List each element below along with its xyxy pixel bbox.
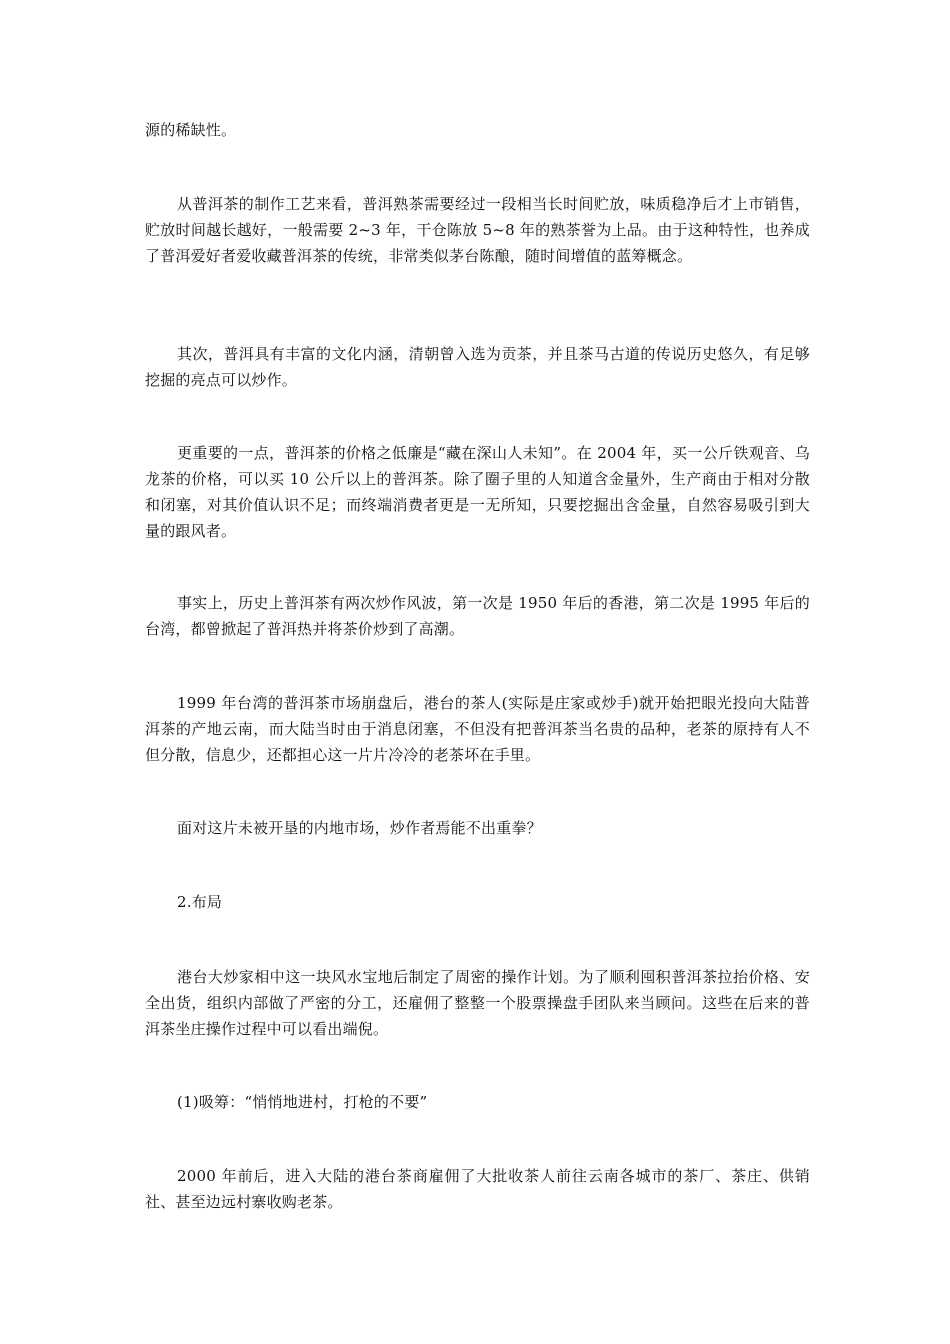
paragraph-production-process: 从普洱茶的制作工艺来看，普洱熟茶需要经过一段相当长时间贮放，味质稳净后才上市销售，贮放时间越长越好，一般需要 2~3 年，干仓陈放 5~8 年的熟茶誉为上品。由于这种特性，也养成了普洱爱好者爱收藏普洱茶的传统，非常类似茅台陈酿，随时间增值的蓝筹概念。 <box>145 195 810 265</box>
subheading-accumulation: (1)吸筹：“悄悄地进村，打枪的不要” <box>177 1093 428 1111</box>
paragraph-history-hype: 事实上，历史上普洱茶有两次炒作风波，第一次是 1950 年后的香港，第二次是 1995 年后的台湾，都曾掀起了普洱热并将茶价炒到了高潮。 <box>145 594 810 638</box>
paragraph-low-price: 更重要的一点，普洱茶的价格之低廉是“藏在深山人未知”。在 2004 年，买一公斤铁观音、乌龙茶的价格，可以买 10 公斤以上的普洱茶。除了圈子里的人知道含金量外，生产商由于相对分散和闭塞，对其价值认识不足；而终端消费者更是一无所知，只要挖掘出含金量，自然容易吸引到大量的跟风者。 <box>145 444 810 540</box>
paragraph-2000-purchase: 2000 年前后，进入大陆的港台茶商雇佣了大批收茶人前往云南各城市的茶厂、茶庄、供销社、甚至边远村寨收购老茶。 <box>145 1167 810 1211</box>
paragraph-continuation: 源的稀缺性。 <box>145 121 237 139</box>
paragraph-mainland-market: 面对这片未被开垦的内地市场，炒作者焉能不出重拳？ <box>177 819 542 837</box>
section-heading-layout: 2.布局 <box>177 893 223 911</box>
paragraph-operation-plan: 港台大炒家相中这一块风水宝地后制定了周密的操作计划。为了顺利囤积普洱茶拉抬价格、安全出货，组织内部做了严密的分工，还雇佣了整整一个股票操盘手团队来当顾问。这些在后来的普洱茶坐庄操作过程中可以看出端倪。 <box>145 968 810 1038</box>
paragraph-1999-collapse: 1999 年台湾的普洱茶市场崩盘后，港台的茶人(实际是庄家或炒手)就开始把眼光投向大陆普洱茶的产地云南，而大陆当时由于消息闭塞，不但没有把普洱茶当名贵的品种，老茶的原持有人不但分散，信息少，还都担心这一片片冷冷的老茶坏在手里。 <box>145 694 810 764</box>
paragraph-cultural-connotation: 其次，普洱具有丰富的文化内涵，清朝曾入选为贡茶，并且茶马古道的传说历史悠久，有足够挖掘的亮点可以炒作。 <box>145 345 810 389</box>
